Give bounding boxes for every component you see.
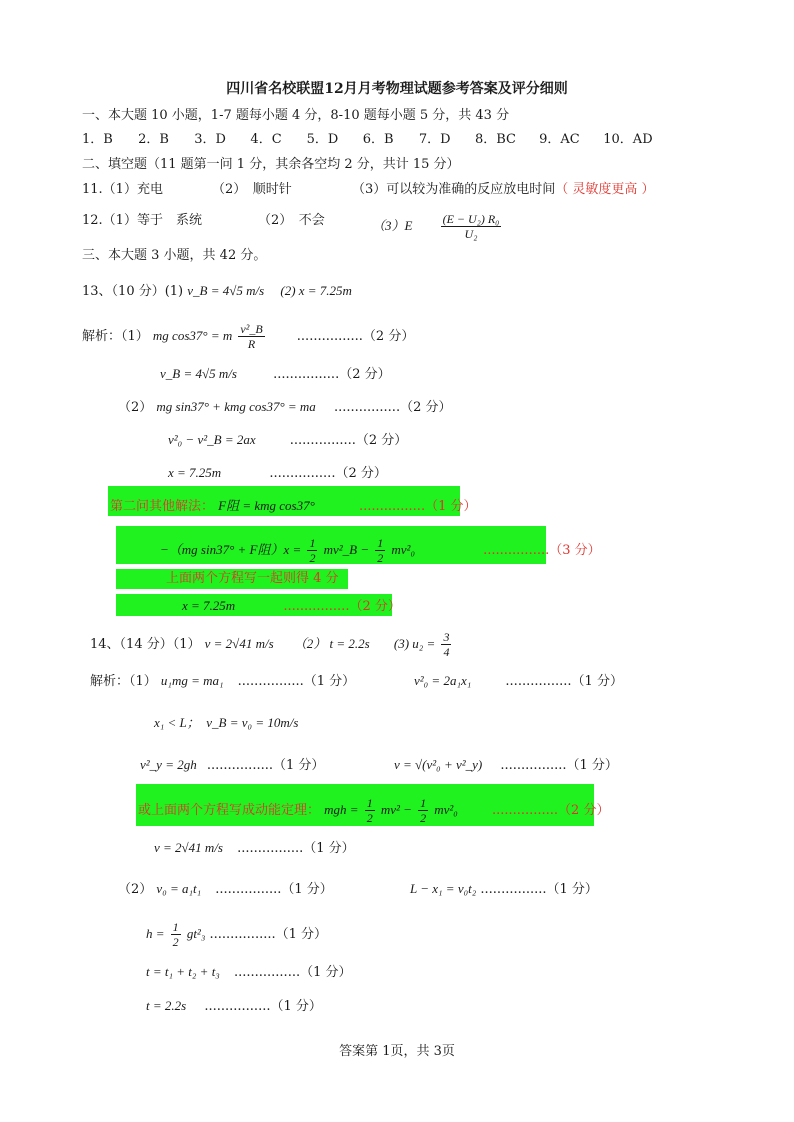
q13-alt2-frac1-num: 1 xyxy=(309,536,316,550)
q14-s5-prefix: （2） xyxy=(118,882,153,897)
q14-s1-eq: u₁mg = ma₁ xyxy=(160,673,224,688)
q14-s6-eq-b: gt²₃ xyxy=(186,926,206,941)
q12-part3 xyxy=(372,212,503,241)
q14-header-fraction xyxy=(441,630,451,659)
q13-step2-score: ................（2 分） xyxy=(273,367,391,382)
section2-heading: 二、填空题（11 题第一问 1 分，其余各空均 2 分，共计 15 分） xyxy=(82,157,460,172)
q13-step4 xyxy=(168,431,407,450)
q13-alt2-score: ................（3 分） xyxy=(483,543,601,558)
answer-10: 10．AD xyxy=(603,132,653,147)
q14-step1 xyxy=(90,672,355,691)
q14-step5 xyxy=(118,880,333,899)
answer-5: 5．D xyxy=(306,132,339,147)
page-footer: 答案第 1页，共 3页 xyxy=(339,1044,455,1059)
answer-8: 8．BC xyxy=(474,132,516,147)
q13-alt2 xyxy=(160,536,601,565)
q11-part3-red-note: （ 灵敏度更高 ） xyxy=(555,182,655,197)
q13-step1 xyxy=(82,322,414,351)
q13-header-label: 13、（10 分）(1) xyxy=(82,284,184,299)
q14-alt-eq-c: mv²₀ xyxy=(434,802,458,817)
q13-alt2-frac2-num: 1 xyxy=(377,536,384,550)
q14-s5-score: ................（1 分） xyxy=(215,882,333,897)
q13-alt1 xyxy=(110,497,476,516)
q13-step1-prefix: 解析：（1） xyxy=(82,329,149,344)
q13-alt3-note: 上面两个方程写一起则得 4 分 xyxy=(166,571,339,586)
section1-heading: 一、本大题 10 小题，1-7 题每小题 4 分，8-10 题每小题 5 分，共 43 分 xyxy=(82,108,510,123)
q13-step3 xyxy=(118,398,451,417)
q14-s3b-eq: v = √(v²₀ + v²_y) xyxy=(394,757,483,772)
q14-alt-frac2-num: 1 xyxy=(420,796,427,810)
q13-alt1-label: 第二问其他解法： xyxy=(110,499,215,514)
q14-alt-label: 或上面两个方程写成动能定理： xyxy=(138,803,321,818)
q13-alt4-eq: x = 7.25m xyxy=(182,598,236,613)
q14-s5b-eq: L − x₁ = v₀t₂ xyxy=(410,881,477,896)
q13-step2 xyxy=(160,365,391,384)
q13-header xyxy=(82,282,352,301)
q14-s1-prefix: 解析：（1） xyxy=(90,674,157,689)
q13-alt2-eq-c: mv²₀ xyxy=(391,542,415,557)
q14-s4-eq: v = 2√41 m/s xyxy=(154,840,223,855)
q14-alt-frac2-den: 2 xyxy=(420,811,427,825)
section3-heading: 三、本大题 3 小题，共 42 分。 xyxy=(82,248,267,263)
q14-alt-eq-b: mv² − xyxy=(380,802,412,817)
q14-alt xyxy=(138,796,609,825)
q14-step4 xyxy=(154,839,355,858)
q13-step1-fraction xyxy=(238,322,264,351)
q13-step4-score: ................（2 分） xyxy=(289,433,408,448)
q13-step5-eq: x = 7.25m xyxy=(168,465,222,480)
q14-alt-frac1-num: 1 xyxy=(366,796,373,810)
q11-part1: 11.（1）充电 xyxy=(82,182,163,197)
q14-step6 xyxy=(146,920,327,949)
q13-header-ans1: v_B = 4√5 m/s xyxy=(187,283,265,298)
q14-step7 xyxy=(146,963,352,982)
q13-alt4 xyxy=(182,597,401,616)
q13-step4-eq: v²₀ − v²_B = 2ax xyxy=(168,432,256,447)
q14-header-label: 14、（14 分）（1） xyxy=(90,637,201,652)
q14-s5b-score: ................（1 分） xyxy=(480,882,598,897)
q14-header-frac-den: 4 xyxy=(443,645,450,659)
q13-alt2-eq-b: mv²_B − xyxy=(323,542,370,557)
section1-answers xyxy=(82,131,653,149)
q13-alt1-eq: F阻 = kmg cos37° xyxy=(218,498,315,513)
q13-alt2-eq-a: −（mg sin37° + F阻）x = xyxy=(160,542,302,557)
q14-s4-score: ................（1 分） xyxy=(237,841,355,856)
q14-s6-frac-num: 1 xyxy=(172,920,179,934)
q12-part3-label: （3）E xyxy=(372,218,413,233)
q14-s3-eq: v²_y = 2gh xyxy=(140,757,197,772)
q13-step1-frac-den: R xyxy=(247,337,256,351)
q14-s6-frac-den: 2 xyxy=(172,935,179,949)
q13-alt2-fraction-1 xyxy=(307,536,317,565)
q14-step2 xyxy=(154,714,298,733)
q13-alt2-frac1-den: 2 xyxy=(309,551,316,565)
q12-part2: （2） 不会 xyxy=(258,213,325,228)
q13-step2-eq: v_B = 4√5 m/s xyxy=(160,366,237,381)
q14-s8-score: ................（1 分） xyxy=(204,999,322,1014)
q14-alt-eq-a: mgh = xyxy=(324,802,359,817)
q12-part1: 12.（1）等于 系统 xyxy=(82,213,202,228)
q11-part3-text: （3）可以较为准确的反应放电时间 xyxy=(352,182,556,197)
q13-step3-score: ................（2 分） xyxy=(333,400,452,415)
q14-s1-score: ................（1 分） xyxy=(237,674,356,689)
q12-fraction xyxy=(441,212,502,241)
q14-step5b xyxy=(410,880,598,899)
q14-s3b-score: ................（1 分） xyxy=(500,758,618,773)
q11-part3 xyxy=(352,181,655,199)
q13-step5-score: ................（2 分） xyxy=(269,466,387,481)
q13-step3-eq: mg sin37° + kmg cos37° = ma xyxy=(156,399,316,414)
q14-step3 xyxy=(140,756,324,775)
q14-s1b-eq: v²₀ = 2a₁x₁ xyxy=(414,673,472,688)
q14-alt-score: ................（2 分） xyxy=(491,803,610,818)
q13-step1-score: ................（2 分） xyxy=(296,329,415,344)
q14-header xyxy=(90,630,453,659)
q14-s6-fraction xyxy=(171,920,181,949)
q11-part2: （2） 顺时针 xyxy=(212,182,292,197)
q14-s5-eq: v₀ = a₁t₁ xyxy=(156,881,202,896)
q14-s6-score: ................（1 分） xyxy=(209,927,328,942)
q12-frac-numerator: (E − U₂) R₀ xyxy=(442,212,500,226)
q13-header-ans2: (2) x = 7.25m xyxy=(280,283,352,298)
q12-frac-denominator: U₂ xyxy=(464,227,478,241)
q14-s1b-score: ................（1 分） xyxy=(505,674,623,689)
answer-4: 4．C xyxy=(250,132,282,147)
q14-alt-frac1-den: 2 xyxy=(366,811,373,825)
q14-header-ans3: (3) u₂ = xyxy=(393,636,436,651)
q13-alt4-score: ................（2 分） xyxy=(283,599,401,614)
q14-alt-fraction-2 xyxy=(418,796,428,825)
answer-1: 1．B xyxy=(82,132,113,147)
q14-s7-eq: t = t₁ + t₂ + t₃ xyxy=(146,964,220,979)
q13-alt2-frac2-den: 2 xyxy=(377,551,384,565)
q14-step1b xyxy=(414,672,623,691)
q13-step1-lhs: mg cos37° = m xyxy=(152,328,233,343)
q13-step1-frac-num: v²_B xyxy=(240,322,263,336)
q13-alt1-score: ................（1 分） xyxy=(358,499,477,514)
q14-s6-eq-a: h = xyxy=(146,926,165,941)
q14-s2-eq: x₁ < L； v_B = v₀ = 10m/s xyxy=(154,715,299,730)
q14-s7-score: ................（1 分） xyxy=(233,965,352,980)
answer-7: 7．D xyxy=(418,132,451,147)
q14-alt-fraction-1 xyxy=(365,796,375,825)
answer-9: 9．AC xyxy=(539,132,580,147)
answer-6: 6．B xyxy=(362,132,394,147)
q14-s3-score: ................（1 分） xyxy=(206,758,325,773)
q14-step8 xyxy=(146,997,322,1016)
page-title: 四川省名校联盟12月月考物理试题参考答案及评分细则 xyxy=(226,81,568,97)
q14-header-ans2: （2） t = 2.2s xyxy=(293,636,370,651)
q14-step3b xyxy=(394,756,618,775)
q13-step3-prefix: （2） xyxy=(118,400,153,415)
q14-s8-eq: t = 2.2s xyxy=(146,998,187,1013)
q14-header-frac-num: 3 xyxy=(443,630,450,644)
answer-3: 3．D xyxy=(194,132,226,147)
answer-2: 2．B xyxy=(138,132,169,147)
q13-alt2-fraction-2 xyxy=(375,536,385,565)
q14-header-ans1: v = 2√41 m/s xyxy=(204,636,274,651)
q13-step5 xyxy=(168,464,387,483)
